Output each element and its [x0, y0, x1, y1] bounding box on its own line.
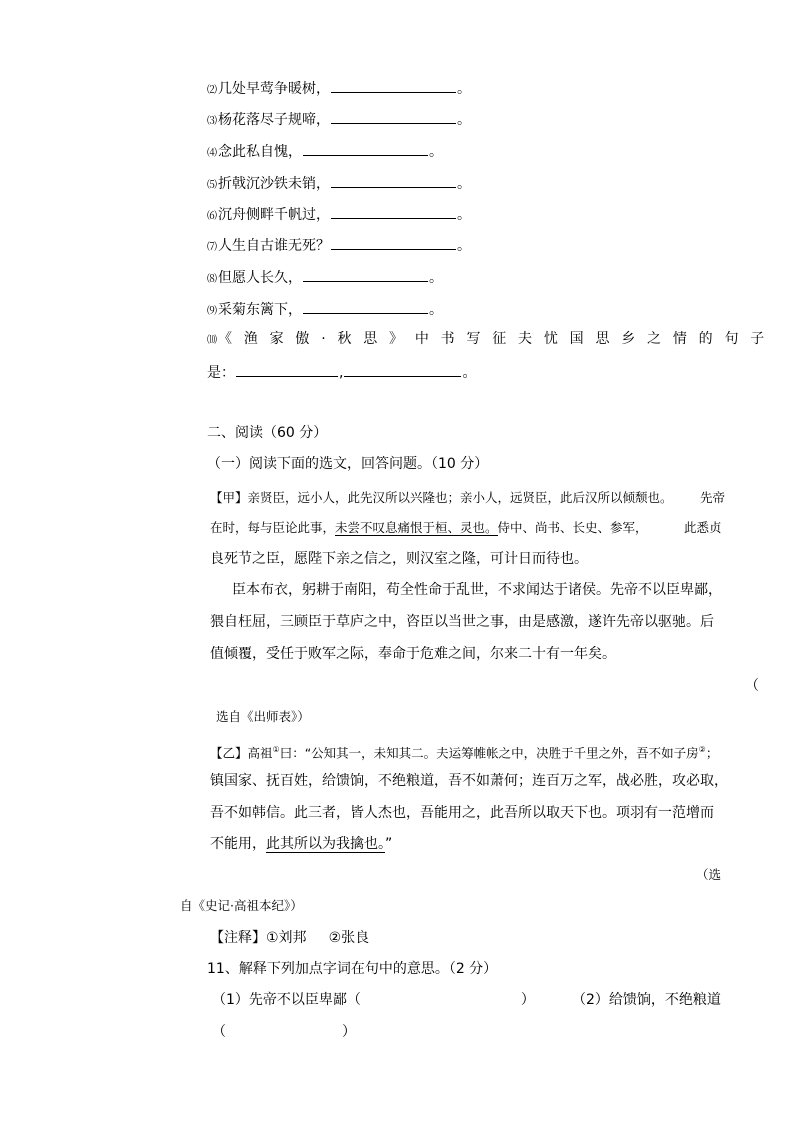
- underlined-sentence: 未尝不叹息痛恨于桓、灵也。: [335, 520, 498, 535]
- item-number: ⑶: [207, 116, 217, 127]
- item-number: ⑺: [207, 242, 217, 253]
- fill-in-item-10-answer: [207, 362, 476, 382]
- item-prompt: 沉舟侧畔千帆过，: [218, 207, 330, 223]
- item-end: 。: [457, 238, 471, 254]
- item-number: ⑸: [207, 180, 217, 191]
- notes-label: 【注释】: [210, 930, 266, 946]
- item-end: 。: [457, 207, 471, 223]
- item-end: 。: [429, 144, 443, 160]
- item-end: 。: [457, 81, 471, 97]
- answer-blank[interactable]: [303, 299, 428, 314]
- item-prompt: 人生自古谁无死？: [218, 238, 330, 254]
- notes: [210, 929, 369, 947]
- subsection-title: （一）阅读下面的选文，回答问题。（10 分）: [207, 456, 489, 472]
- note-item: ①刘邦: [266, 930, 307, 946]
- fill-in-item: [207, 78, 471, 100]
- paren-close: ）: [342, 1024, 356, 1040]
- passage-jia-line: 值倾覆，受任于败军之际，奉命于危难之间，尔来二十有一年矣。: [210, 646, 616, 662]
- question-line: [212, 1023, 356, 1041]
- passage-text: 曰：“公知其一，未知其二。夫运筹帷帐之中，决胜于千里之外，吾不如子房: [279, 745, 699, 761]
- passage-jia-line: 臣本布衣，躬耕于南阳，苟全性命于乱世，不求闻达于诸侯。先帝不以臣卑鄙，: [232, 582, 722, 598]
- answer-blank[interactable]: [331, 78, 456, 93]
- passage-text: ；: [705, 745, 719, 761]
- footnote-mark: ②: [698, 745, 706, 754]
- item-end: 。: [457, 112, 471, 128]
- passage-jia-line-end: 先帝: [700, 490, 726, 505]
- fill-in-item: [207, 109, 471, 131]
- fill-in-item: [207, 173, 471, 195]
- passage-text: 【乙】高祖: [210, 745, 273, 761]
- answer-blank[interactable]: [331, 204, 456, 219]
- separator: ,: [339, 365, 344, 381]
- fill-in-item: [207, 204, 471, 226]
- item-prompt: 《渔家傲·秋思》中书写征夫忧国思乡之情的句子: [218, 331, 777, 347]
- question-part: （1）先帝不以臣卑鄙（: [212, 992, 361, 1008]
- passage-text: 不能用，: [210, 836, 266, 852]
- answer-blank[interactable]: [331, 109, 456, 124]
- fill-in-item: [207, 267, 443, 289]
- item-prompt: 但愿人长久，: [218, 270, 302, 286]
- answer-blank[interactable]: [303, 267, 428, 282]
- fill-in-item: [207, 141, 443, 163]
- fill-in-item: [207, 235, 471, 257]
- passage-text: 侍中、尚书、长史、参军，: [497, 520, 648, 535]
- passage-jia-line: [210, 489, 673, 507]
- passage-yi-line: [210, 835, 392, 853]
- answer-blank[interactable]: [344, 362, 461, 377]
- item-prompt-suffix: 是：: [207, 365, 235, 381]
- passage-source: 选自《出师表》）: [216, 709, 310, 724]
- item-number: ⑽: [207, 335, 217, 346]
- passage-text: 在时，每与臣论此事，: [210, 520, 336, 535]
- item-prompt: 折戟沉沙铁未销，: [218, 176, 330, 192]
- item-number: ⑷: [207, 148, 217, 159]
- passage-source-open: （选: [696, 867, 722, 882]
- item-number: ⑹: [207, 211, 217, 222]
- item-prompt: 杨花落尽子规啼，: [218, 112, 330, 128]
- underlined-sentence: 此其所以为我擒也。: [266, 836, 385, 852]
- item-end: 。: [429, 270, 443, 286]
- passage-jia-line: [210, 519, 648, 537]
- answer-blank[interactable]: [236, 362, 338, 377]
- paren-open: （: [212, 1024, 226, 1040]
- passage-jia-line: 猥自枉屈，三顾臣于草庐之中，咨臣以当世之事，由是感激，遂许先帝以驱驰。后: [210, 614, 714, 630]
- item-number: ⑻: [207, 274, 217, 285]
- answer-blank[interactable]: [331, 173, 456, 188]
- paren-close: ）: [520, 992, 535, 1008]
- note-item: ②张良: [328, 930, 370, 946]
- question-line: [212, 991, 535, 1009]
- fill-in-item: [207, 299, 443, 321]
- item-number: ⑼: [207, 306, 217, 317]
- item-prompt: 采菊东篱下，: [218, 302, 302, 318]
- passage-jia-line-end: 此悉贞: [684, 520, 722, 535]
- item-number: ⑵: [207, 85, 217, 96]
- item-end: 。: [457, 176, 471, 192]
- section-title: 二、阅读（60 分）: [207, 425, 328, 441]
- answer-blank[interactable]: [303, 141, 428, 156]
- question-title: 11、解释下列加点字词在句中的意思。（2 分）: [207, 961, 498, 977]
- item-end: 。: [462, 365, 477, 381]
- passage-jia-line: 良死节之臣，愿陛下亲之信之，则汉室之隆，可计日而待也。: [210, 551, 588, 567]
- footnote-mark: ①: [272, 745, 280, 754]
- item-prompt: 几处早莺争暖树，: [218, 81, 330, 97]
- passage-yi-line: [210, 741, 718, 763]
- passage-text: ”: [385, 836, 393, 852]
- fill-in-item-10: [207, 330, 776, 350]
- passage-yi-line: 吾不如韩信。此三者，皆人杰也，吾能用之，此吾所以取天下也。项羽有一范增而: [210, 805, 714, 821]
- source-paren: （: [745, 678, 759, 694]
- answer-blank[interactable]: [331, 235, 456, 250]
- passage-text: 【甲】亲贤臣，远小人，此先汉所以兴隆也；亲小人，远贤臣，此后汉所以倾颓也。: [210, 490, 673, 505]
- passage-source: 自《史记·高祖本纪》）: [180, 898, 303, 913]
- passage-yi-line: 镇国家、抚百姓，给馈饷，不绝粮道，吾不如萧何；连百万之军，战必胜，攻必取，: [210, 773, 728, 789]
- item-end: 。: [429, 302, 443, 318]
- question-line: （2）给馈饷，不绝粮道: [572, 992, 721, 1008]
- item-prompt: 念此私自愧，: [218, 144, 302, 160]
